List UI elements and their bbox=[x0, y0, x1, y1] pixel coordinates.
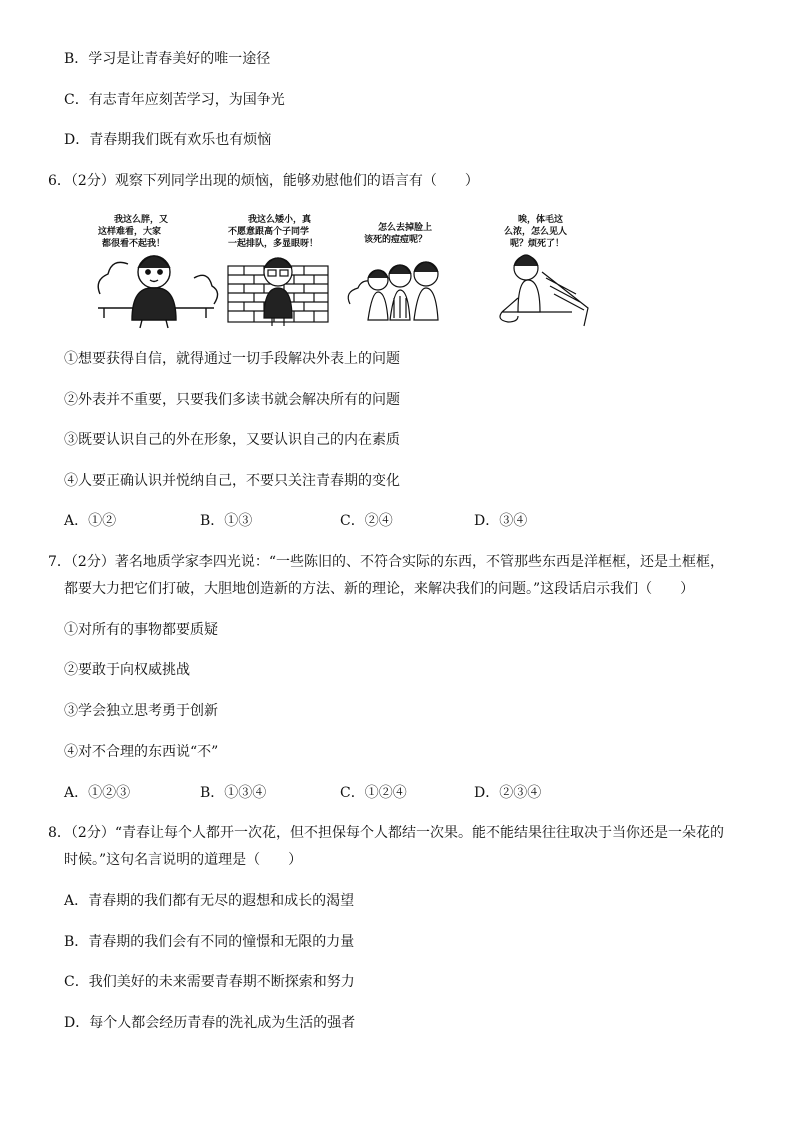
q8-stem-line-1: 8．（2分）“青春让每个人都开一次花，但不担保每个人都结一次果。能不能结果往往取决于当你还是一朵花的 bbox=[48, 825, 724, 841]
q6-choices bbox=[64, 511, 624, 531]
q6-choice-d: D．③④ bbox=[474, 513, 528, 529]
q6-item-3: ③既要认识自己的外在形象，又要认识自己的内在素质 bbox=[64, 432, 400, 448]
q8-option-a: A．青春期的我们都有无尽的遐想和成长的渴望 bbox=[64, 893, 355, 909]
cartoon-panel-3 bbox=[348, 221, 438, 320]
q7-choice-c: C．①②④ bbox=[340, 785, 407, 801]
q6-choice-c: C．②④ bbox=[340, 513, 393, 529]
q8-stem-line-2: 时候。”这句名言说明的道理是（ ） bbox=[64, 852, 303, 868]
q8-option-d: D．每个人都会经历青春的洗礼成为生活的强者 bbox=[64, 1015, 356, 1031]
bubble-1-line-3: 都很看不起我！ bbox=[102, 239, 166, 249]
q6-cartoon-image bbox=[94, 208, 594, 330]
q7-stem-line-2: 都要大力把它们打破，大胆地创造新的方法、新的理论，来解决我们的问题。”这段话启示我们（ ） bbox=[64, 581, 695, 597]
q6-choice-a: A．①② bbox=[64, 513, 117, 529]
q6-choice-b: B．①③ bbox=[200, 513, 253, 529]
bubble-3-line-2: 该死的痘痘呢？ bbox=[364, 235, 428, 245]
q7-item-1: ①对所有的事物都要质疑 bbox=[64, 622, 218, 638]
cartoon-panel-4 bbox=[500, 213, 588, 326]
cartoon-panel-1 bbox=[98, 213, 218, 328]
q8-option-b: B．青春期的我们会有不同的憧憬和无限的力量 bbox=[64, 934, 355, 950]
q6-item-2: ②外表并不重要，只要我们多读书就会解决所有的问题 bbox=[64, 392, 400, 408]
q7-choice-d: D．②③④ bbox=[474, 785, 542, 801]
q7-item-3: ③学会独立思考勇于创新 bbox=[64, 703, 218, 719]
bubble-1-line-2: 这样难看，大家 bbox=[98, 227, 162, 237]
q6-item-1: ①想要获得自信，就得通过一切手段解决外表上的问题 bbox=[64, 351, 400, 367]
q6-item-4: ④人要正确认识并悦纳自己，不要只关注青春期的变化 bbox=[64, 473, 400, 489]
q7-choice-a: A．①②③ bbox=[64, 785, 131, 801]
q7-choices bbox=[64, 783, 624, 803]
bubble-1-line-1: 我这么胖，又 bbox=[114, 215, 169, 225]
bubble-2-line-2: 不愿意跟高个子同学 bbox=[228, 227, 310, 237]
bubble-3-line-1: 怎么去掉脸上 bbox=[378, 223, 433, 233]
q7-stem-line-1: 7．（2分）著名地质学家李四光说：“一些陈旧的、不符合实际的东西，不管那些东西是洋框框，还是土框框， bbox=[48, 554, 724, 570]
q6-stem: 6．（2分）观察下列同学出现的烦恼，能够劝慰他们的语言有（ ） bbox=[48, 173, 479, 189]
cartoon-panel-2 bbox=[228, 213, 328, 326]
q7-item-4: ④对不合理的东西说“不” bbox=[64, 744, 219, 760]
q5-option-b: B．学习是让青春美好的唯一途径 bbox=[64, 51, 271, 67]
bubble-2-line-1: 我这么矮小，真 bbox=[248, 215, 312, 225]
q5-option-d: D．青春期我们既有欢乐也有烦恼 bbox=[64, 132, 272, 148]
q7-choice-b: B．①③④ bbox=[200, 785, 267, 801]
q5-option-c: C．有志青年应刻苦学习，为国争光 bbox=[64, 92, 285, 108]
bubble-2-line-3: 一起排队，多显眼呀！ bbox=[228, 239, 319, 249]
q8-option-c: C．我们美好的未来需要青春期不断探索和努力 bbox=[64, 974, 355, 990]
bubble-4-line-2: 么浓，怎么见人 bbox=[504, 227, 568, 237]
bubble-4-line-1: 唉，体毛这 bbox=[518, 215, 564, 225]
q7-item-2: ②要敢于向权威挑战 bbox=[64, 662, 190, 678]
bubble-4-line-3: 呢？烦死了！ bbox=[510, 239, 565, 249]
